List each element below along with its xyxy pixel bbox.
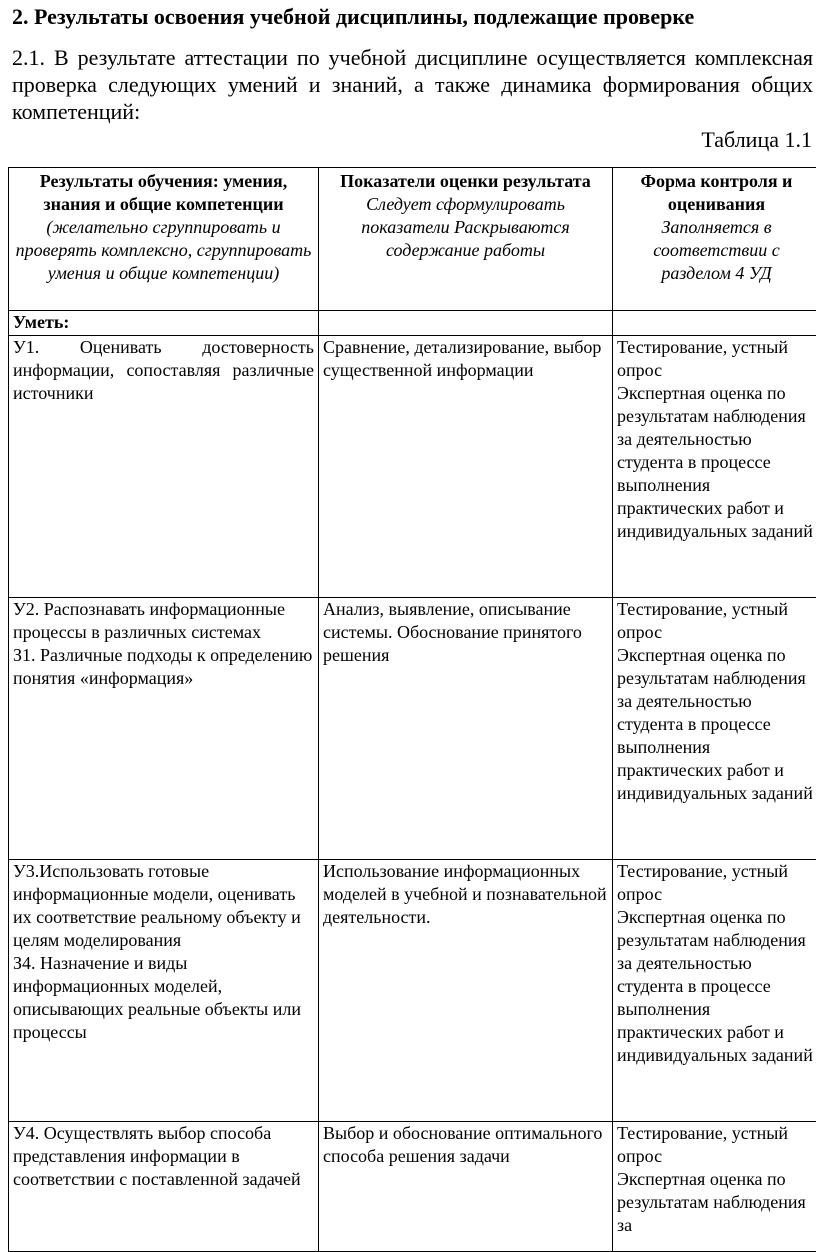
result-cell (9, 336, 319, 598)
result-cell (9, 860, 319, 1122)
header-title: Форма контроля и оценивания (617, 170, 816, 216)
header-note: Следует сформулировать показатели Раскрываются содержание работы (323, 193, 608, 262)
header-note: (желательно сгруппировать и проверять комплексно, сгруппировать умения и общие компетенции) (13, 216, 314, 285)
table-header-row (9, 168, 816, 311)
empty-cell (319, 311, 613, 336)
control-line: Экспертная оценка по результатам наблюдения за деятельностью студента в процессе выполнения практических работ и индивидуальных заданий (617, 644, 816, 805)
control-line: Тестирование, устный опрос (617, 860, 816, 906)
header-cell-control (613, 168, 816, 311)
indicator-cell: Сравнение, детализирование, выбор существенной информации (319, 336, 613, 598)
control-line: Экспертная оценка по результатам наблюдения за деятельностью студента в процессе выполнения практических работ и индивидуальных заданий (617, 382, 816, 543)
header-title: Результаты обучения: умения, знания и общие компетенции (13, 170, 314, 216)
control-cell (613, 336, 816, 598)
control-line: Тестирование, устный опрос (617, 598, 816, 644)
indicator-cell: Выбор и обоснование оптимального способа решения задачи (319, 1122, 613, 1252)
section-row (9, 311, 816, 336)
control-line: Тестирование, устный опрос (617, 1122, 816, 1168)
result-line: У1. Оценивать достоверность информации, сопоставляя различные источники (13, 336, 314, 405)
header-title: Показатели оценки результата (323, 170, 608, 193)
control-cell (613, 598, 816, 860)
result-line: З1. Различные подходы к определению понятия «информация» (13, 644, 314, 690)
intro-paragraph: 2.1. В результате аттестации по учебной дисциплине осуществляется комплексная проверка следующих умений и знаний, а также динамика формирования общих компетенций: (12, 44, 813, 125)
control-cell (613, 860, 816, 1122)
table-row (9, 1122, 816, 1252)
table-caption: Таблица 1.1 (701, 126, 812, 154)
table-row (9, 860, 816, 1122)
result-line: У3.Использовать готовые информационные модели, оценивать их соответствие реальному объекту и целям моделирования (13, 860, 314, 952)
result-cell (9, 598, 319, 860)
indicator-cell: Использование информационных моделей в учебной и познавательной деятельности. (319, 860, 613, 1122)
table-row (9, 336, 816, 598)
section-heading: 2. Результаты освоения учебной дисциплины, подлежащие проверке (12, 2, 812, 32)
results-table (8, 167, 816, 1252)
section-label: Уметь: (9, 311, 319, 336)
result-line: З4. Назначение и виды информационных моделей, описывающих реальные объекты или процессы (13, 952, 314, 1044)
empty-cell (613, 311, 816, 336)
table-row (9, 598, 816, 860)
control-line: Экспертная оценка по результатам наблюдения за (617, 1168, 816, 1237)
header-cell-indicators (319, 168, 613, 311)
result-cell (9, 1122, 319, 1252)
control-cell (613, 1122, 816, 1252)
control-line: Тестирование, устный опрос (617, 336, 816, 382)
control-line: Экспертная оценка по результатам наблюдения за деятельностью студента в процессе выполнения практических работ и индивидуальных заданий (617, 906, 816, 1067)
result-line: У4. Осуществлять выбор способа представления информации в соответствии с поставленной задачей (13, 1122, 314, 1191)
result-line: У2. Распознавать информационные процессы в различных системах (13, 598, 314, 644)
header-cell-results (9, 168, 319, 311)
indicator-cell: Анализ, выявление, описывание системы. Обоснование принятого решения (319, 598, 613, 860)
header-note: Заполняется в соответствии с разделом 4 УД (617, 216, 816, 285)
